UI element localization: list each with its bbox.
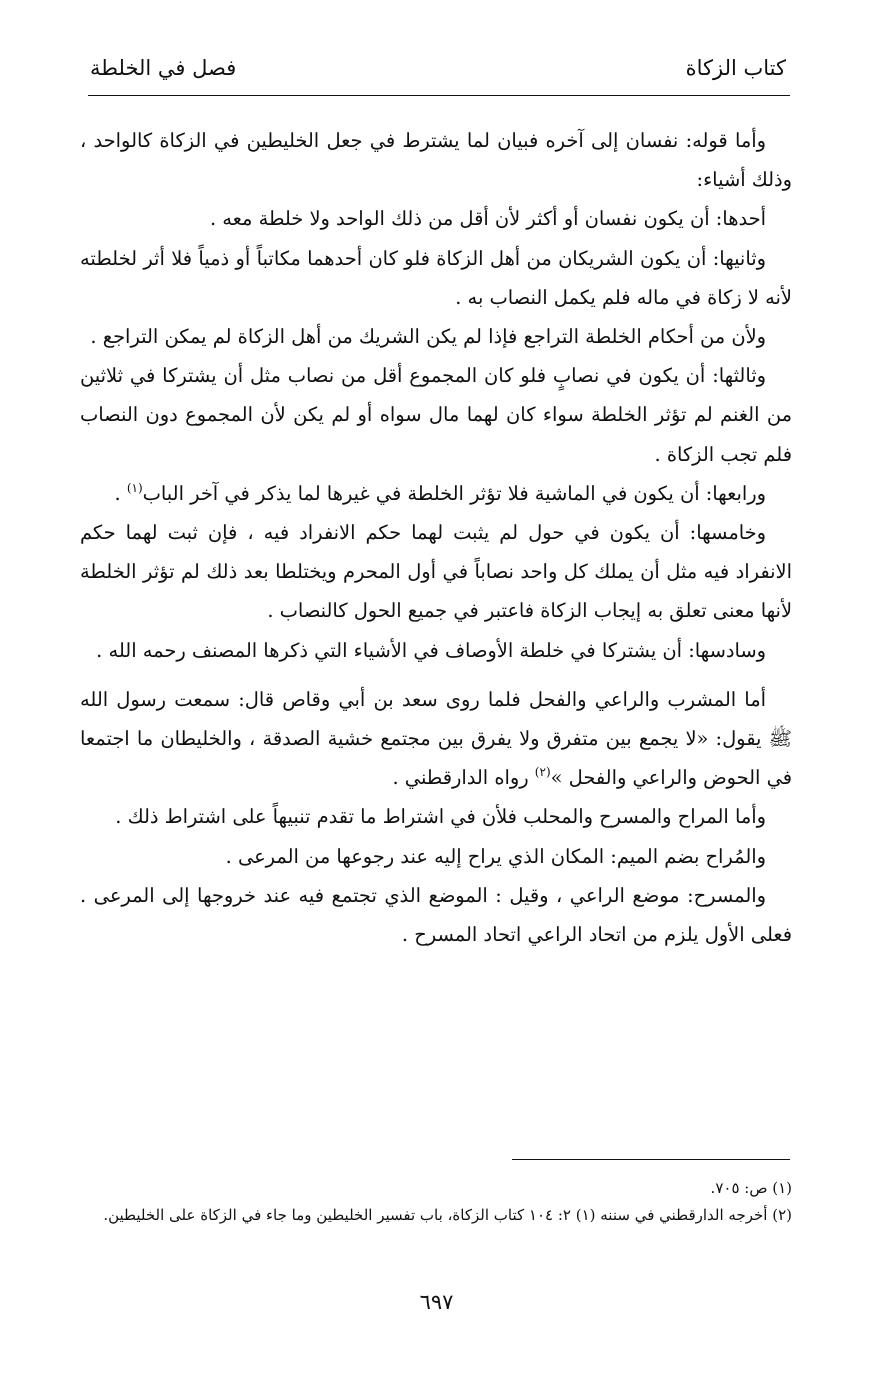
paragraph-text: وأما قوله: نفسان إلى آخره فبيان لما يشترط في جعل الخليطين في الزكاة كالواحد ، وذلك أشياء: [80,129,792,192]
paragraph [80,121,792,199]
footnotes [76,1175,792,1229]
paragraph [80,513,792,631]
book-title: كتاب الزكاة [685,56,786,80]
paragraph [80,317,792,356]
paragraph [80,199,792,238]
footnote-divider [512,1159,790,1160]
main-text [80,121,792,954]
footnote-marker[interactable]: (٢) [534,765,551,780]
paragraph-text-continued: رواه الدارقطني . [392,766,535,790]
paragraph-text: ولأن من أحكام الخلطة التراجع فإذا لم يكن الشريك من أهل الزكاة لم يمكن التراجع . [90,325,766,349]
paragraph [80,680,792,798]
chapter-title: فصل في الخلطة [90,56,237,80]
paragraph-text-continued: . [114,481,127,505]
paragraph-text: وثانيها: أن يكون الشريكان من أهل الزكاة فلو كان أحدهما مكاتباً أو ذمياً فلا أثر لخلطته لأنه لا زكاة في ماله فلم يكمل النصاب به . [80,246,792,309]
paragraph-text: وأما المراح والمسرح والمحلب فلأن في اشتراط ما تقدم تنبيهاً على اشتراط ذلك . [115,805,766,829]
paragraph-text: ورابعها: أن يكون في الماشية فلا تؤثر الخلطة في غيرها لما يذكر في آخر الباب [142,481,766,505]
paragraph [80,876,792,954]
paragraph-text: والمسرح: موضع الراعي ، وقيل : الموضع الذي تجتمع فيه عند خروجها إلى المرعى . فعلى الأول يلزم من اتحاد الراعي اتحاد المسرح . [80,883,792,947]
paragraph-text: والمُراح بضم الميم: المكان الذي يراح إليه عند رجوعها من المرعى . [225,844,766,868]
paragraph [80,837,792,876]
paragraph-text: وثالثها: أن يكون في نصابٍ فلو كان المجموع أقل من نصاب مثل أن يشتركا في ثلاثين من الغنم لم تؤثر الخلطة سواء كان لهما مال سواه أو لم يكن لأن المجموع دون النصاب فلم تجب الزكاة . [80,364,792,466]
paragraph-text: وسادسها: أن يشتركا في خلطة الأوصاف في الأشياء التي ذكرها المصنف رحمه الله . [96,638,766,662]
footnote-1: (١) ص: ٧٠٥. [710,1179,792,1197]
paragraph [80,356,792,474]
footnote-marker[interactable]: (١) [126,480,143,495]
paragraph-text: أحدها: أن يكون نفسان أو أكثر لأن أقل من ذلك الواحد ولا خلطة معه . [209,207,766,231]
footnote-2: (٢) أخرجه الدارقطني في سننه (١) ٢: ١٠٤ كتاب الزكاة، باب تفسير الخليطين وما جاء في الزكاة على الخليطين. [103,1206,792,1224]
paragraph [80,239,792,317]
page-number: ٦٩٧ [419,1290,454,1314]
header-divider [88,95,790,96]
paragraph [80,474,792,513]
paragraph [80,631,792,670]
paragraph [80,797,792,836]
paragraph-text: وخامسها: أن يكون في حول لم يثبت لهما حكم الانفراد فيه ، فإن ثبت لهما حكم الانفراد فيه مثل أن يملك كل واحد نصاباً في أول المحرم ويختلطا بعد ذلك لم تؤثر الخلطة لأنها معنى تعلق به إيجاب الزكاة فاعتبر في جميع الحول كالنصاب . [80,521,792,623]
paragraph-text: أما المشرب والراعي والفحل فلما روى سعد بن أبي وقاص قال: سمعت رسول الله ﷺ يقول: «لا يجمع بين متفرق ولا يفرق بين مجتمع خشية الصدقة ، والخليطان ما اجتمعا في الحوض والراعي والفحل » [80,687,792,790]
running-header [88,52,788,92]
